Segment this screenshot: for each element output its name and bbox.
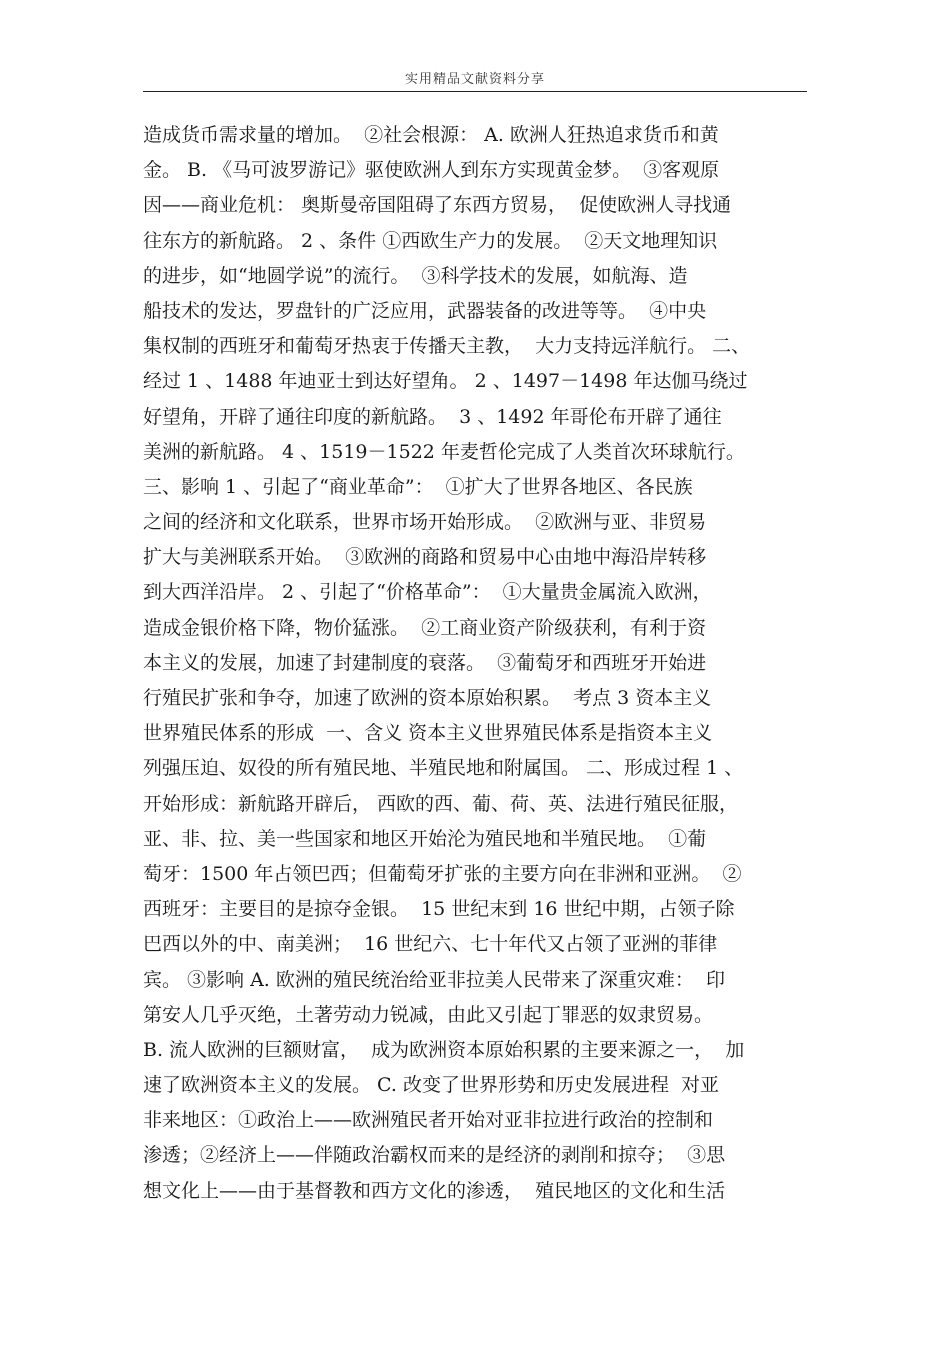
text-line: 因——商业危机： 奥斯曼帝国阻碍了东西方贸易， 促使欧洲人寻找通 [143, 194, 732, 217]
text-line: 往东方的新航路。 2 、条件 ①西欧生产力的发展。 ②天文地理知识 [143, 229, 718, 252]
text-line: 集权制的西班牙和葡萄牙热衷于传播天主教， 大力支持远洋航行。 二、 [143, 335, 751, 358]
document-body [143, 118, 815, 1209]
text-line: 宾。 ③影响 A. 欧洲的殖民统治给亚非拉美人民带来了深重灾难： 印 [143, 968, 725, 991]
text-line: 开始形成：新航路开辟后， 西欧的西、葡、荷、英、法进行殖民征服， [143, 792, 739, 815]
text-line: 西班牙：主要目的是掠夺金银。 15 世纪末到 16 世纪中期，占领子除 [143, 898, 735, 921]
text-line: 萄牙：1500 年占领巴西；但葡萄牙扩张的主要方向在非洲和亚洲。 ② [143, 862, 742, 885]
text-line: 美洲的新航路。 4 、1519－1522 年麦哲伦完成了人类首次环球航行。 [143, 440, 745, 463]
text-line: 非来地区：①政治上——欧洲殖民者开始对亚非拉进行政治的控制和 [143, 1109, 714, 1132]
text-line: 列强压迫、奴役的所有殖民地、半殖民地和附属国。 二、形成过程 1 、 [143, 757, 744, 780]
text-line: 世界殖民体系的形成 一、含义 资本主义世界殖民体系是指资本主义 [143, 722, 713, 745]
text-line: 经过 1 、1488 年迪亚士到达好望角。 2 、1497－1498 年达伽马绕过 [143, 370, 748, 393]
text-line: 金。 B. 《马可波罗游记》驱使欧洲人到东方实现黄金梦。 ③客观原 [143, 159, 720, 182]
text-line: 好望角，开辟了通往印度的新航路。 3 、1492 年哥伦布开辟了通往 [143, 405, 722, 428]
text-line: 造成金银价格下降，物价猛涨。 ②工商业资产阶级获利，有利于资 [143, 616, 707, 639]
text-line: 造成货币需求量的增加。 ②社会根源： A. 欧洲人狂热追求货币和黄 [143, 124, 719, 146]
text-line: 想文化上——由于基督教和西方文化的渗透， 殖民地区的文化和生活 [143, 1179, 726, 1202]
text-line: 亚、非、拉、美一些国家和地区开始沦为殖民地和半殖民地。 ①葡 [143, 827, 707, 850]
text-line: 船技术的发达，罗盘针的广泛应用，武器装备的改进等等。 ④中央 [143, 299, 707, 322]
text-line: 本主义的发展，加速了封建制度的衰落。 ③葡萄牙和西班牙开始进 [143, 651, 707, 674]
text-line: 的进步，如“地圆学说”的流行。 ③科学技术的发展，如航海、造 [143, 264, 688, 287]
header-divider [143, 91, 807, 92]
text-line: 渗透；②经济上——伴随政治霸权而来的是经济的剥削和掠夺； ③思 [143, 1144, 726, 1167]
page-header-title: 实用精品文献资料分享 [404, 72, 545, 87]
text-line: 到大西洋沿岸。 2 、引起了“价格革命”： ①大量贵金属流入欧洲， [143, 581, 712, 604]
text-line: 速了欧洲资本主义的发展。 C. 改变了世界形势和历史发展进程 对亚 [143, 1074, 720, 1097]
text-line: 行殖民扩张和争夺，加速了欧洲的资本原始积累。 考点 3 资本主义 [143, 687, 712, 709]
text-line: 之间的经济和文化联系，世界市场开始形成。 ②欧洲与亚、非贸易 [143, 511, 707, 534]
text-line: B. 流人欧洲的巨额财富， 成为欧洲资本原始积累的主要来源之一， 加 [143, 1038, 745, 1061]
text-line: 第安人几乎灭绝，土著劳动力锐减，由此又引起丁罪恶的奴隶贸易。 [143, 1003, 714, 1026]
text-line: 巴西以外的中、南美洲； 16 世纪六、七十年代又占领了亚洲的菲律 [143, 933, 718, 956]
text-line: 三、影响 1 、引起了“商业革命”： ①扩大了世界各地区、各民族 [143, 475, 693, 498]
text-line: 扩大与美洲联系开始。 ③欧洲的商路和贸易中心由地中海沿岸转移 [143, 546, 707, 569]
